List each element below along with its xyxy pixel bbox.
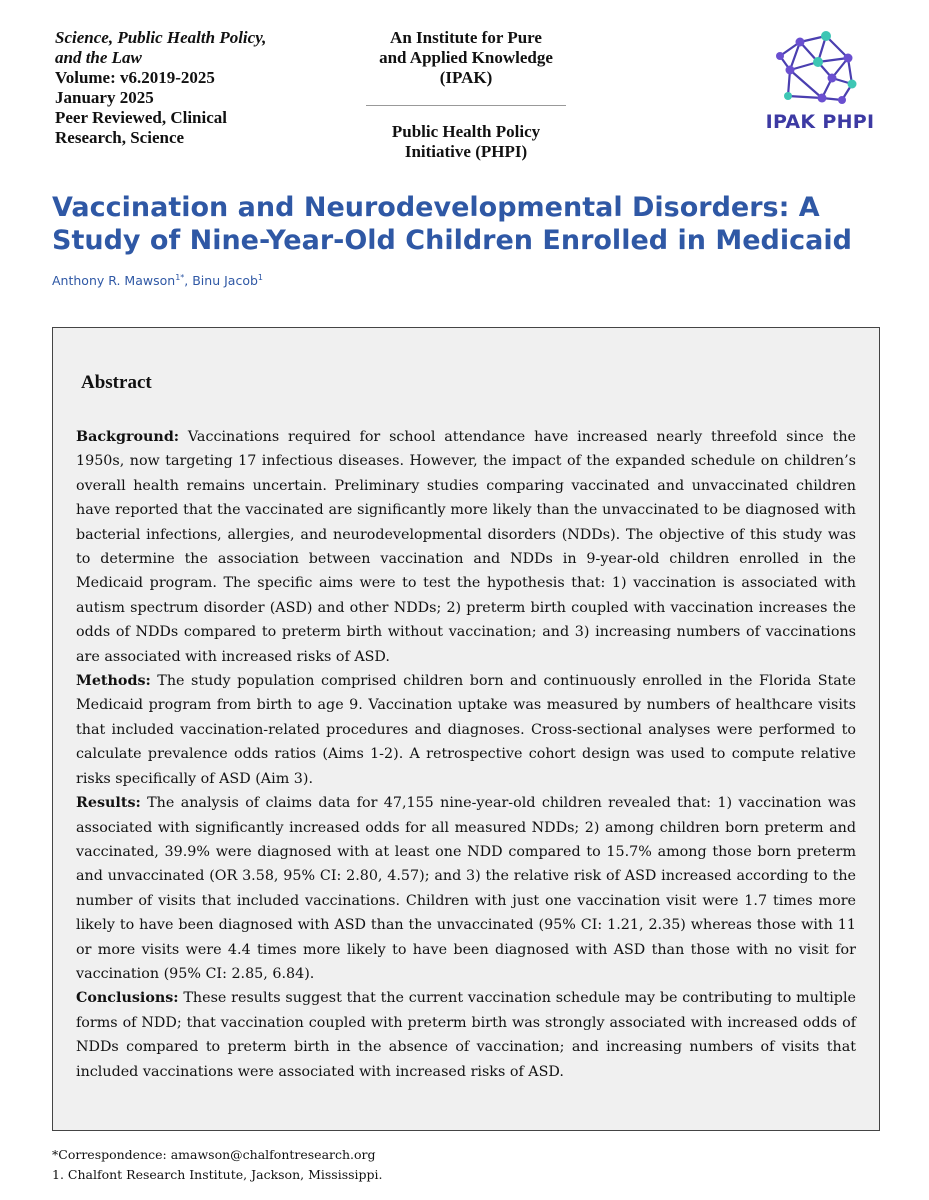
author-affiliation-sup: 1 xyxy=(257,273,263,282)
initiative-line1: Public Health Policy xyxy=(391,122,541,141)
author-affiliation-sup: 1* xyxy=(175,273,185,282)
background-label: Background: xyxy=(76,429,180,445)
journal-type-line2: Research, Science xyxy=(55,128,185,147)
network-graph-icon xyxy=(760,28,880,108)
author-name: Binu Jacob xyxy=(192,273,258,289)
abstract-heading: Abstract xyxy=(81,372,152,393)
institute-line3: (IPAK) xyxy=(439,68,493,87)
abstract-conclusions xyxy=(76,986,856,1084)
abstract-results xyxy=(76,791,856,986)
initiative-line2: Initiative (PHPI) xyxy=(404,142,528,161)
conclusions-text: These results suggest that the current vaccination schedule may be contributing to multiple forms of NDD; that vaccination coupled with preterm birth was strongly associated with increased odds of NDDs compared to preterm birth in the absence of vaccination; and increasing numbers of visits that included vaccinations were associated with increased risks of ASD. xyxy=(76,990,856,1080)
author-separator: , xyxy=(184,273,193,289)
logo-text: IPAK PHPI xyxy=(765,111,875,133)
abstract-body xyxy=(76,425,856,1084)
journal-name-line2: and the Law xyxy=(55,48,142,67)
methods-label: Methods: xyxy=(76,673,151,690)
conclusions-label: Conclusions: xyxy=(76,990,179,1007)
abstract-background xyxy=(76,425,856,669)
methods-text: The study population comprised children born and continuously enrolled in the Florida State Medicaid program from birth to age 9. Vaccination uptake was measured by numbers of healthcare visits that included vaccination-related procedures and diagnoses. Cross-sectional analyses were performed to calculate prevalence odds ratios (Aims 1-2). A retrospective cohort design was used to compute relative risks specifically of ASD (Aim 3). xyxy=(76,673,856,787)
journal-name-line1: Science, Public Health Policy, xyxy=(55,28,267,47)
results-label: Results: xyxy=(76,795,141,812)
correspondence-footnote: *Correspondence: amawson@chalfontresearch.org xyxy=(52,1147,376,1162)
institute-divider xyxy=(366,105,566,106)
institute-line1: An Institute for Pure xyxy=(390,28,542,47)
journal-info xyxy=(55,28,355,148)
abstract-methods xyxy=(76,669,856,791)
paper-title: Vaccination and Neurodevelopmental Disorders: A Study of Nine-Year-Old Children Enrolled in Medicaid xyxy=(52,192,852,256)
author-name: Anthony R. Mawson xyxy=(52,273,176,289)
journal-date: January 2025 xyxy=(55,88,154,107)
authors xyxy=(52,273,263,288)
background-text: Vaccinations required for school attendance have increased nearly threefold since the 1950s, now targeting 17 infectious diseases. However, the impact of the expanded schedule on children’s overall health remains uncertain. Preliminary studies comparing vaccinated and unvaccinated children have reported that the vaccinated are significantly more likely than the unvaccinated to be diagnosed with bacterial infections, allergies, and neurodevelopmental disorders (NDDs). The objective of this study was to determine the association between vaccination and NDDs in 9-year-old children enrolled in the Medicaid program. The specific aims were to test the hypothesis that: 1) vaccination is associated with autism spectrum disorder (ASD) and other NDDs; 2) preterm birth coupled with vaccination increases the odds of NDDs compared to preterm birth without vaccination; and 3) increasing numbers of vaccinations are associated with increased risks of ASD. xyxy=(76,429,856,665)
journal-type-line1: Peer Reviewed, Clinical xyxy=(55,108,228,127)
footnotes xyxy=(52,1145,383,1185)
institute-info xyxy=(360,28,572,162)
journal-volume: Volume: v6.2019-2025 xyxy=(55,68,215,87)
institute-line2: and Applied Knowledge xyxy=(379,48,553,67)
abstract-box xyxy=(52,327,880,1131)
ipak-phpi-logo xyxy=(760,28,880,138)
results-text: The analysis of claims data for 47,155 nine-year-old children revealed that: 1) vaccination was associated with significantly increased odds for all measured NDDs; 2) among children born preterm and vaccinated, 39.9% were diagnosed with at least one NDD compared to 15.7% among those born preterm and unvaccinated (OR 3.58, 95% CI: 2.80, 4.57); and 3) the relative risk of ASD increased according to the number of visits that included vaccinations. Children with just one vaccination visit were 1.7 times more likely to have been diagnosed with ASD than the unvaccinated (95% CI: 1.21, 2.35) whereas those with 11 or more visits were 4.4 times more likely to have been diagnosed with ASD than those with no visit for vaccination (95% CI: 2.85, 6.84). xyxy=(76,795,856,982)
affiliation-footnote: 1. Chalfont Research Institute, Jackson, Mississippi. xyxy=(52,1167,383,1182)
